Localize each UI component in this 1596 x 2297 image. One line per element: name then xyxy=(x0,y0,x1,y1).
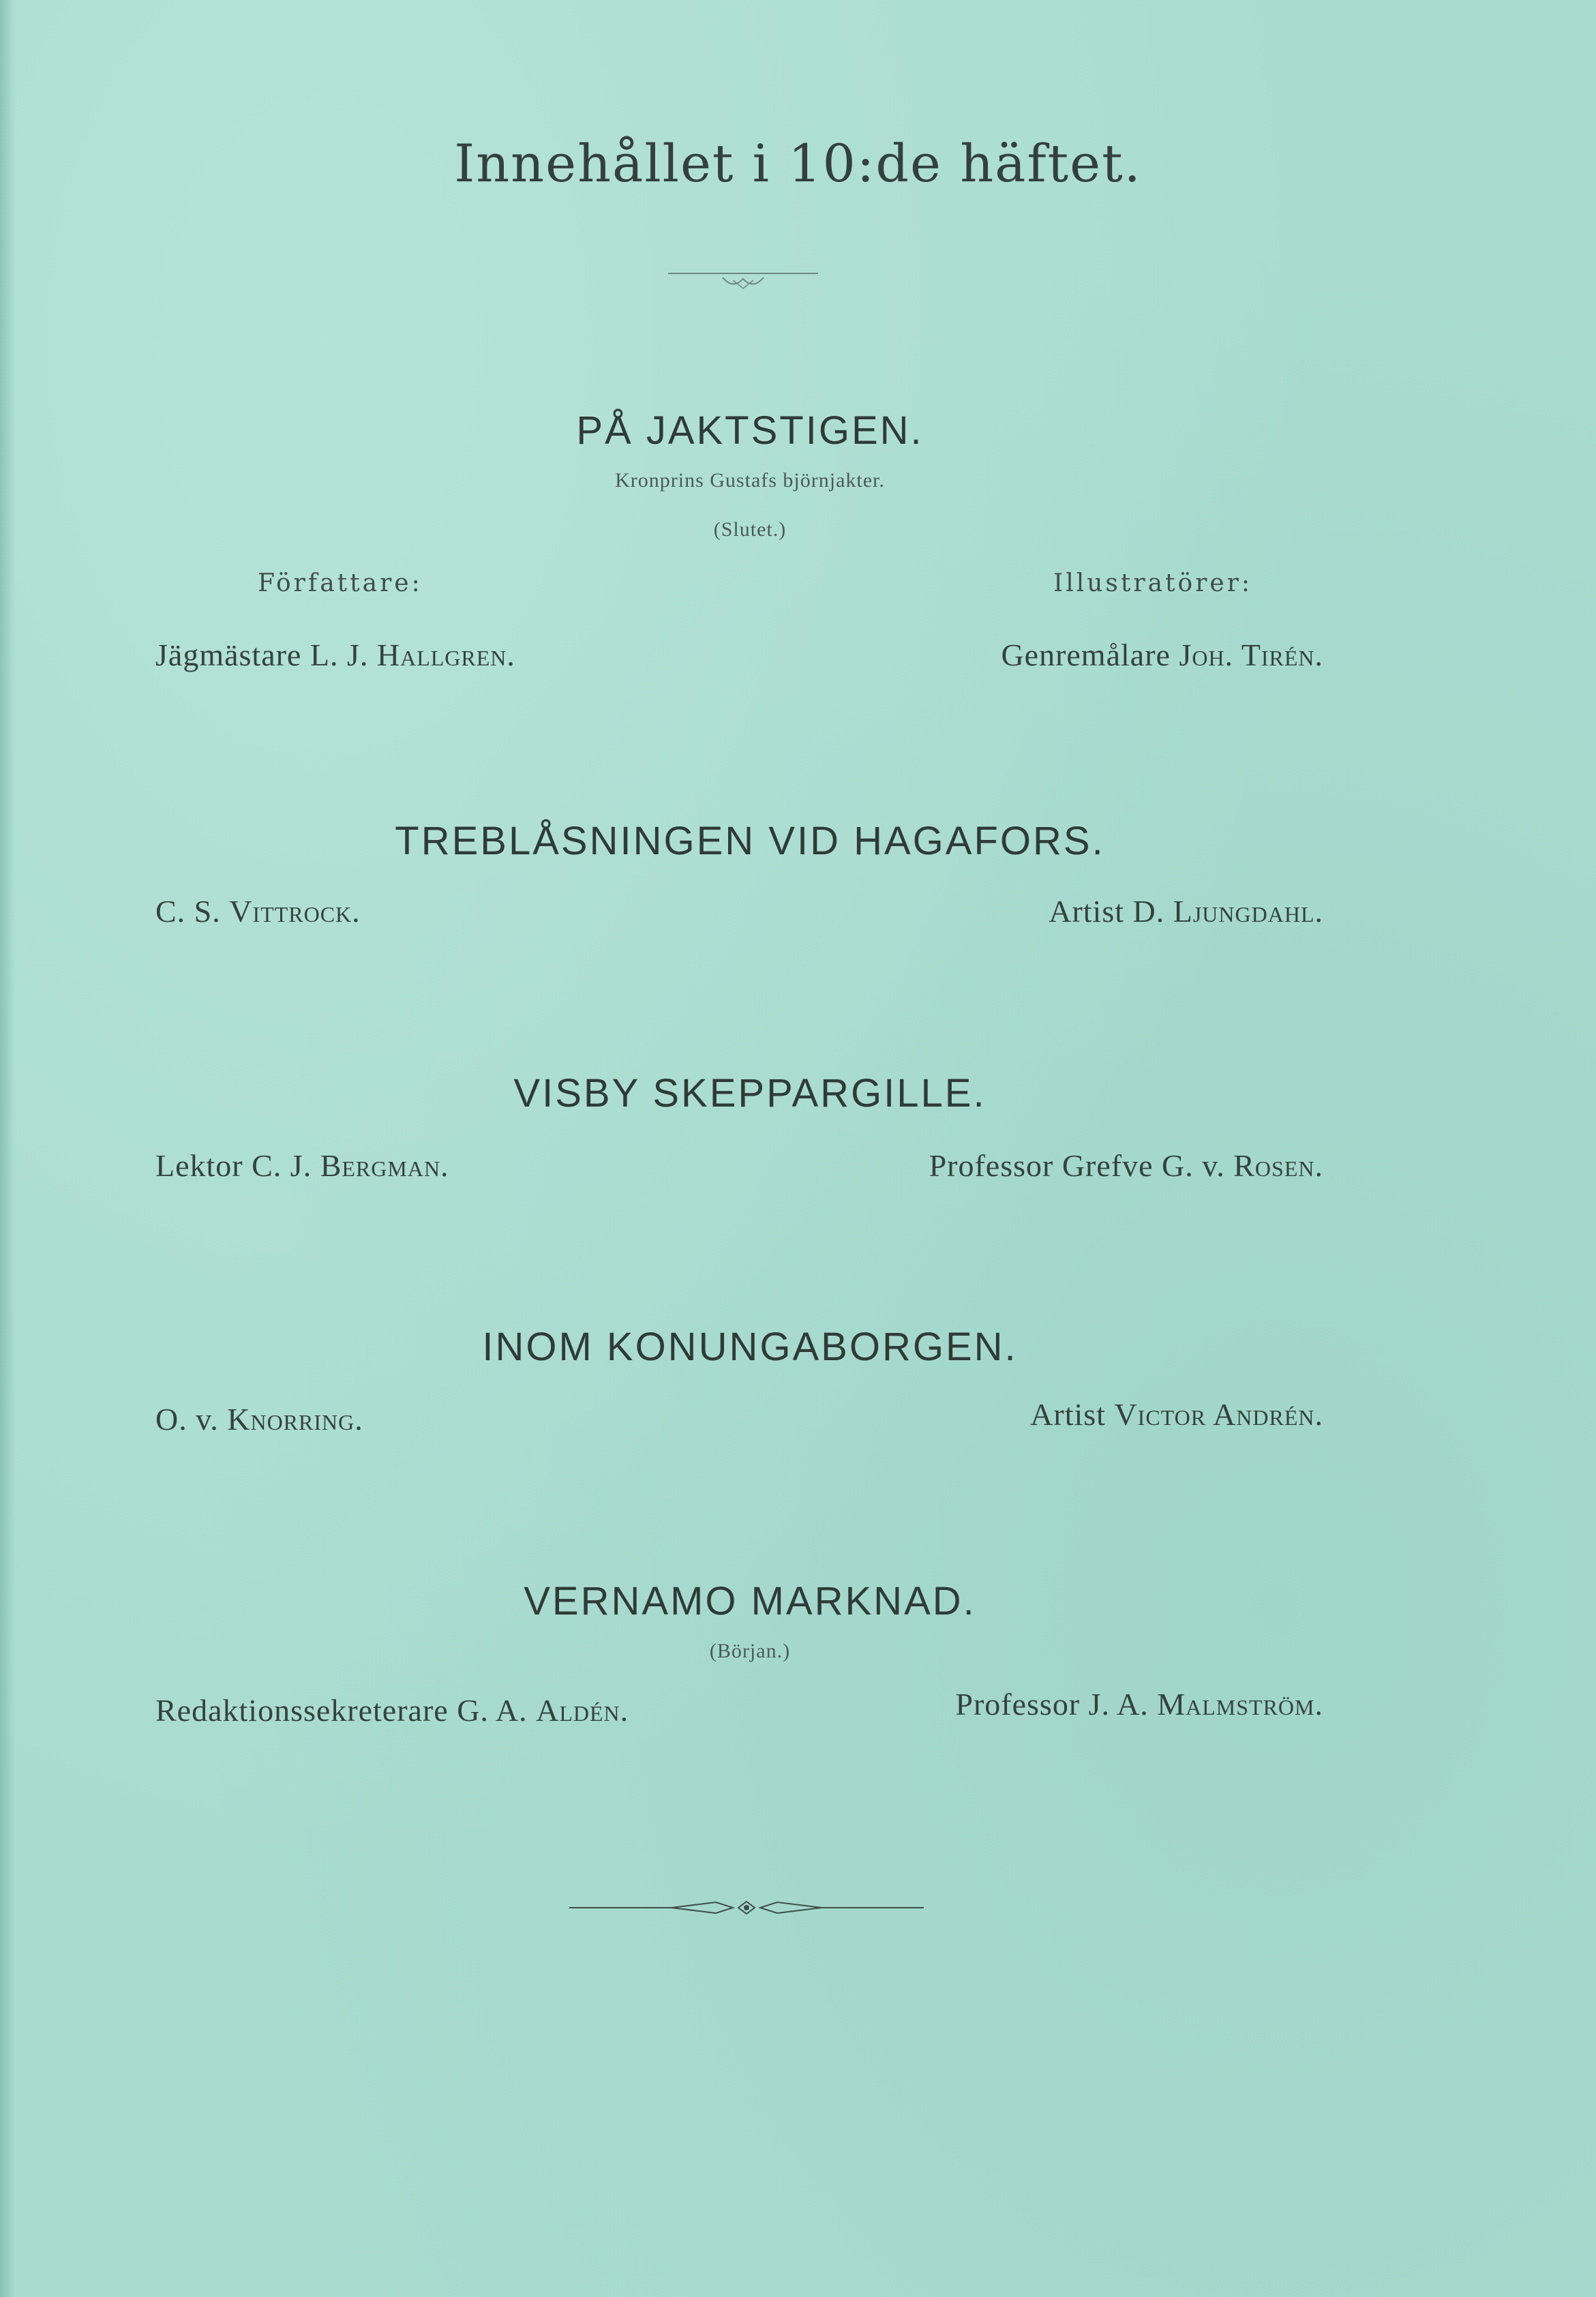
author-credit xyxy=(155,893,361,929)
illustrator-role: Professor J. A. xyxy=(955,1687,1149,1722)
author-name: Knorring. xyxy=(227,1402,363,1437)
illustrator-name: Joh. Tirén. xyxy=(1179,637,1323,672)
author-credit xyxy=(155,1692,629,1728)
author-credit xyxy=(155,637,515,673)
entry-subtitle: Kronprins Gustafs björnjakter. xyxy=(615,469,885,492)
illustrator-name: Malmström. xyxy=(1157,1687,1323,1722)
author-name: Vittrock. xyxy=(229,894,361,929)
author-credit xyxy=(155,1401,363,1437)
page-title: Innehållet i 10:de häftet. xyxy=(454,133,1142,194)
entry-title: PÅ JAKTSTIGEN. xyxy=(576,408,924,453)
illustrator-credit xyxy=(1001,637,1323,673)
illustrator-credit xyxy=(929,1147,1323,1184)
bottom-ornament-icon xyxy=(569,1894,924,1921)
author-role: C. S. xyxy=(155,894,221,929)
entry-title: VERNAMO MARKNAD. xyxy=(524,1579,976,1623)
illustrator-name: Victor Andrén. xyxy=(1114,1397,1323,1432)
author-credit xyxy=(155,1147,449,1184)
author-role: Lektor C. J. xyxy=(155,1148,312,1183)
illustrator-role: Artist xyxy=(1030,1397,1106,1432)
entry-title: VISBY SKEPPARGILLE. xyxy=(513,1071,987,1115)
top-ornament-icon xyxy=(668,269,818,297)
author-role: Redaktionssekreterare G. A. xyxy=(155,1693,528,1728)
illustrator-role: Genremålare xyxy=(1001,637,1171,672)
illustrator-role: Artist D. xyxy=(1049,894,1165,929)
page-edge-shading xyxy=(0,0,15,2297)
entry-title: TREBLÅSNINGEN VID HAGAFORS. xyxy=(395,819,1105,863)
author-name: Hallgren. xyxy=(376,637,515,672)
entry-note: (Början.) xyxy=(709,1640,791,1662)
illustrator-credit xyxy=(955,1686,1323,1722)
author-role: Jägmästare L. J. xyxy=(155,637,369,672)
illustrator-credit xyxy=(1030,1396,1323,1432)
illustrator-name: Rosen. xyxy=(1233,1148,1323,1183)
author-name: Bergman. xyxy=(320,1148,449,1183)
illustrators-label: Illustratörer: xyxy=(1053,569,1253,597)
illustrator-role: Professor Grefve G. v. xyxy=(929,1148,1225,1183)
author-name: Aldén. xyxy=(536,1693,629,1728)
entry-note: (Slutet.) xyxy=(713,518,787,541)
author-role: O. v. xyxy=(155,1402,219,1437)
illustrator-name: Ljungdahl. xyxy=(1173,894,1323,929)
authors-label: Författare: xyxy=(258,569,423,597)
entry-title: INOM KONUNGABORGEN. xyxy=(482,1325,1018,1369)
illustrator-credit xyxy=(1049,893,1323,929)
